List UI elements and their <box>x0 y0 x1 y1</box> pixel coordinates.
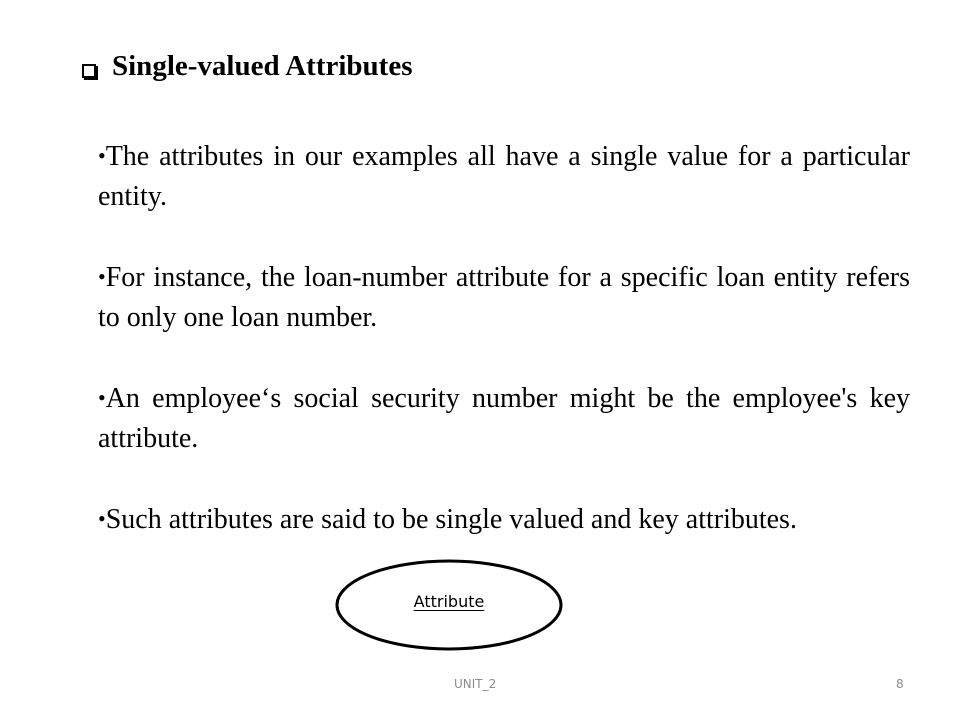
checkbox-bullet-icon <box>82 64 96 78</box>
attribute-label: Attribute <box>413 592 485 611</box>
slide-title-text: Single-valued Attributes <box>112 50 413 82</box>
bullet-dot: • <box>98 264 106 289</box>
bullet-dot: • <box>98 143 106 168</box>
page-number: 8 <box>896 677 904 691</box>
attribute-diagram <box>334 558 564 654</box>
bullet-dot: • <box>98 506 106 531</box>
bullet-item <box>98 499 910 540</box>
bullet-item <box>98 378 910 459</box>
bullet-item <box>98 136 910 217</box>
footer-unit: UNIT_2 <box>454 677 497 691</box>
bullet-text: Such attributes are said to be single valued and key attributes. <box>105 504 797 535</box>
bullet-text: For instance, the loan-number attribute for a specific loan entity refers to only one loan number. <box>98 262 910 333</box>
slide-title <box>82 46 413 86</box>
bullet-text: An employee‘s social security number might be the employee's key attribute. <box>98 383 910 454</box>
bullet-dot: • <box>98 385 106 410</box>
bullet-item <box>98 257 910 338</box>
bullet-list <box>98 136 910 540</box>
bullet-text: The attributes in our examples all have a single value for a particular entity. <box>98 141 910 212</box>
